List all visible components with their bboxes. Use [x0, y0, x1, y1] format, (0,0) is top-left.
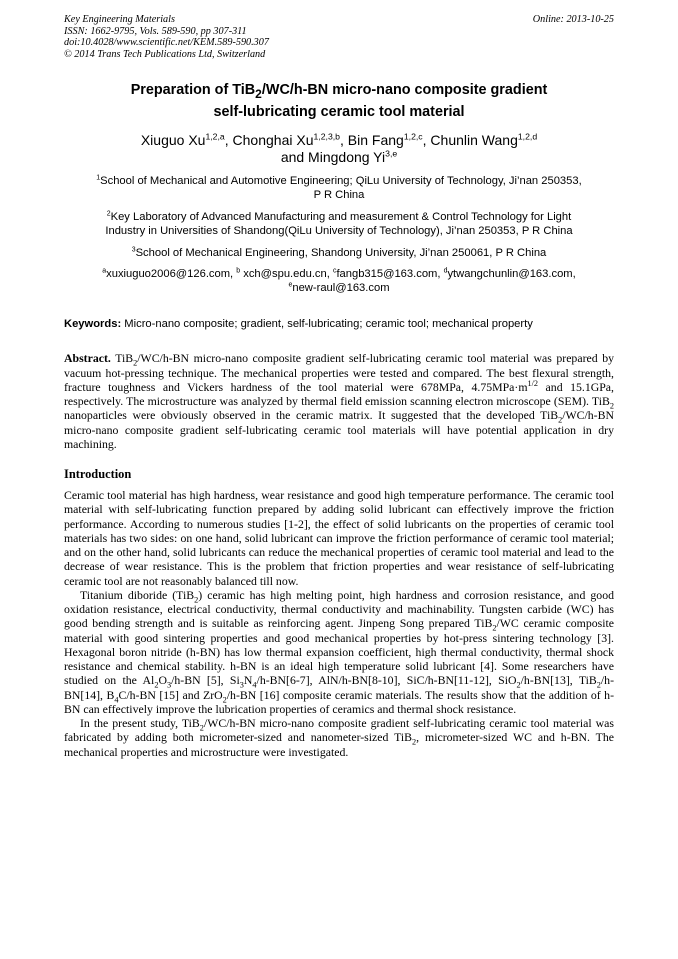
introduction-paragraph-1: Ceramic tool material has high hardness, wear resistance and good high temperature performance. The ceramic tool material with self-lubricating function prepared by adding solid lubricant can effectively improve the friction performance. According to numerous studies [1-2], the effect of solid lubricants on the properties of ceramic tool materials has two sides: on one hand, solid lubricant can improve the friction performance of ceramic tool material; and on the other hand, solid lubricants can reduce the mechanical properties of ceramic tool material and lead to the decrease of wear resistance. This is the problem that friction properties and wear resistance of self-lubricating ceramic tool are not reasonably balanced till now. [64, 488, 614, 588]
email-link[interactable]: new-raul@163.com [292, 282, 390, 295]
title-line-2: self-lubricating ceramic tool material [213, 103, 465, 120]
author-name: and Mingdong Yi [280, 149, 386, 166]
keywords [64, 317, 614, 331]
journal-doi: doi:10.4028/www.scientific.net/KEM.589-590.307 [64, 37, 269, 48]
affiliation-1: $^1$School of Mechanical and Automotive Engineering; QiLu University of Technology, Ji’nan 250353, P R China [96, 174, 582, 202]
online-date: Online: 2013-10-25 [532, 14, 614, 25]
section-heading-introduction: Introduction [64, 467, 132, 482]
author-name: , Bin Fang [340, 131, 404, 148]
author-name: Xiuguo Xu [140, 131, 206, 148]
authors-line-2: and Mingdong Yi$^{3,e}$ [280, 148, 398, 166]
introduction-paragraph-3: In the present study, TiB$_2$/WC/h-BN micro-nano composite gradient self-lubricating ceramic tool material was fabricated by adding both micrometer-sized and nanometer-sized TiB$_2$, micrometer-sized WC and h-BN. The mechanical properties and microstructure were investigated. [64, 716, 614, 759]
email-link[interactable]: xch@spu.edu.cn, [240, 268, 330, 281]
author-name: , Chonghai Xu [224, 131, 314, 148]
email-link[interactable]: xuxiuguo2006@126.com, [106, 268, 234, 281]
author-emails: $^a$xuxiuguo2006@126.com, $^b$ xch@spu.edu.cn, $^c$fangb315@163.com, $^d$ytwangchunlin@163.com, $^e$new-raul@163.com [102, 267, 576, 295]
affiliation-3: $^3$School of Mechanical Engineering, Shandong University, Ji’nan 250061, P R China [131, 246, 547, 259]
authors-line-1: Xiuguo Xu$^{1,2,a}$, Chonghai Xu$^{1,2,3,b}$, Bin Fang$^{1,2,c}$, Chunlin Wang$^{1,2,d}$ [140, 131, 538, 148]
affiliation-2: $^2$Key Laboratory of Advanced Manufacturing and measurement & Control Technology for Light Industry in Universities of Shandong(QiLu University of Technology), Ji’nan 250353, P R China [105, 210, 573, 238]
journal-issn: ISSN: 1662-9795, Vols. 589-590, pp 307-311 [64, 25, 247, 37]
journal-copyright: © 2014 Trans Tech Publications Ltd, Switzerland [64, 48, 266, 60]
title-line-1: Preparation of TiB$_2$/WC/h-BN micro-nano composite gradient [130, 82, 548, 101]
journal-meta [64, 14, 614, 60]
abstract-label: Abstract. [64, 351, 111, 366]
email-link[interactable]: ytwangchunlin@163.com, [447, 268, 576, 281]
abstract: Abstract. TiB$_2$/WC/h-BN micro-nano composite gradient self-lubricating ceramic tool material was prepared by vacuum hot-pressing technique. The mechanical properties were tested and compared. The best flexural strength, fracture toughness and Vickers hardness of the tool material were 678MPa, $4.75MPa\cdot m^{1/2}$ and 15.1GPa, respectively. The microstructure was analyzed by thermal field emission scanning electron microscope (SEM). TiB$_2$ nanoparticles were obviously observed in the ceramic matrix. It suggested that the developed TiB$_2$/WC/h-BN micro-nano composite gradient self-lubricating ceramic tool materials will have potential application in dry machining. [64, 351, 614, 451]
author-name: , Chunlin Wang [422, 131, 518, 148]
introduction-paragraph-2: Titanium diboride (TiB$_2$) ceramic has high melting point, high hardness and corrosion resistance, and good oxidation resistance, electrical conductivity, thermal conductivity and machinability. Tungsten carbide (WC) has good bending strength and is suitable as reinforcing agent. Jinpeng Song prepared TiB$_2$/WC ceramic composite material with good sintering properties and good mechanical properties by hot-press sintering technology [3]. Hexagonal boron nitride (h-BN) has low thermal expansion coefficient, high thermal conductivity, thermal shock resistance and chemical stability. h-BN is an ideal high temperature solid lubricant [4]. Some researchers have studied on the $Al_2O_3/h-BN$ [5], $Si_3N_4/h-BN[6-7]$, AlN/h-BN[8-10], SiC/h-BN[11-12], SiO$_2$/h-BN[13], TiB$_2$/h-BN[14], $B_4C/h-BN$ [15] and ZrO$_2$/h-BN [16] composite ceramic materials. The results show that the addition of h-BN can effectively improve the lubrication properties of ceramics and thermal shock resistance. [64, 587, 615, 716]
paper-title [64, 81, 614, 121]
keywords-text: Micro-nano composite; gradient, self-lubricating; ceramic tool; mechanical property [121, 318, 533, 331]
keywords-label: Keywords: [64, 318, 122, 331]
email-link[interactable]: fangb315@163.com, [336, 268, 441, 281]
author-list [64, 132, 614, 167]
journal-name: Key Engineering Materials [64, 14, 175, 25]
